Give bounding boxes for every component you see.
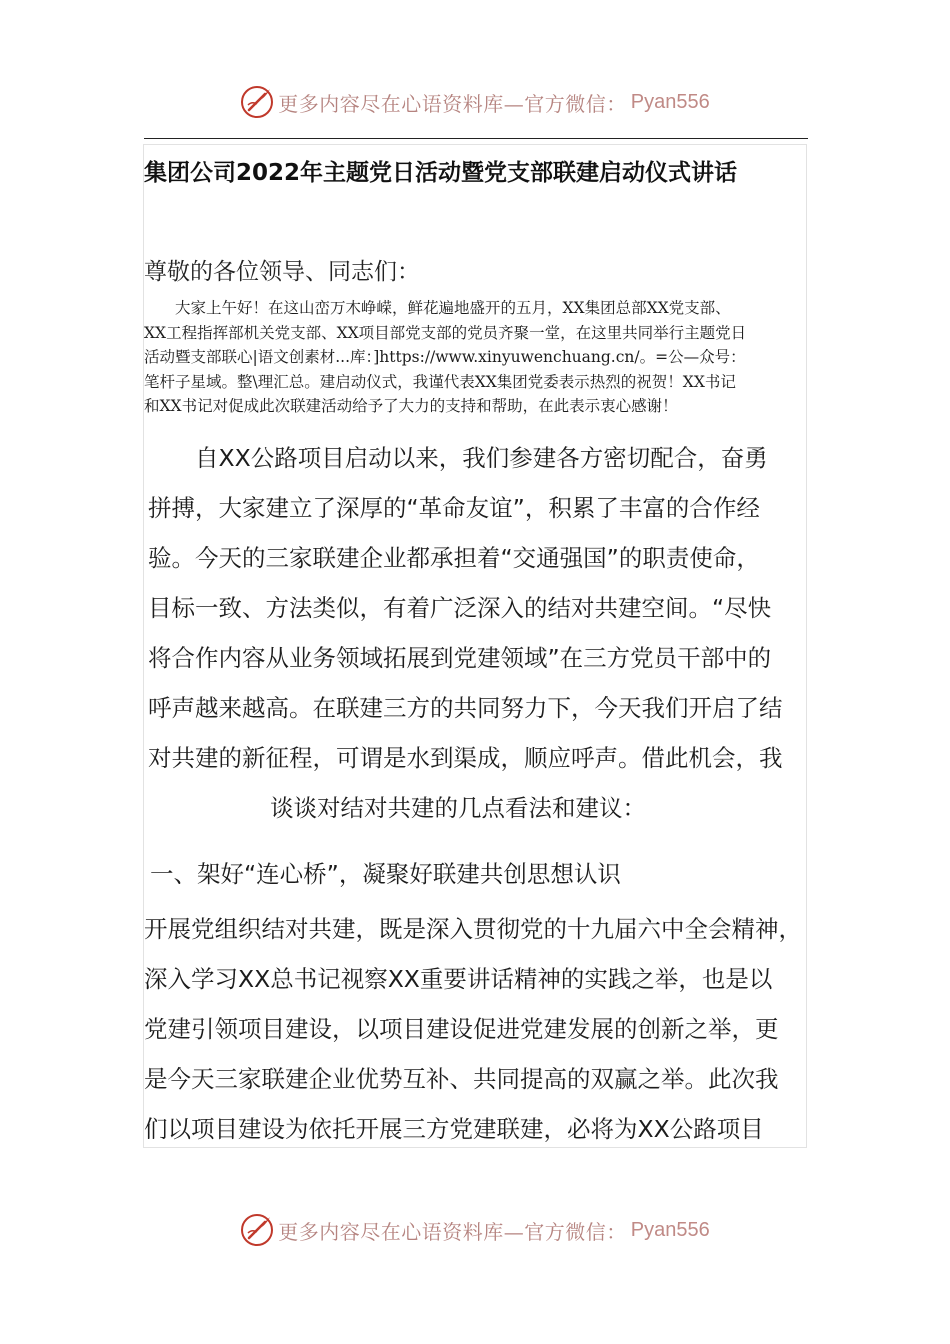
- footer-promo-text: 更多内容尽在心语资料库—官方微信：: [278, 1219, 627, 1244]
- header-promo-wechat-id: Pyan556: [630, 90, 710, 113]
- paragraph-line: 拼搏，大家建立了深厚的“革命友谊”，积累了丰富的合作经: [148, 494, 760, 522]
- opening-line: 活动暨支部联心|语文创素材...库：]https://www.xinyuwenchuang.cn/。=公—众号：: [144, 348, 746, 367]
- paragraph-line: 是今天三家联建企业优势互补、共同提高的双赢之举。此次我: [144, 1065, 779, 1093]
- paragraph-line: 目标一致、方法类似，有着广泛深入的结对共建空间。“尽快: [148, 594, 772, 622]
- paragraph-line: 对共建的新征程，可谓是水到渠成，顺应呼声。借此机会，我: [148, 744, 783, 772]
- paragraph-line: 开展党组织结对共建，既是深入贯彻党的十九届六中全会精神，: [144, 915, 802, 943]
- header-promo-text: 更多内容尽在心语资料库—官方微信：: [278, 91, 627, 116]
- footer-promo: [0, 1210, 950, 1250]
- paragraph-line: 们以项目建设为依托开展三方党建联建，必将为XX公路项目: [144, 1115, 764, 1143]
- paragraph-line: 深入学习XX总书记视察XX重要讲话精神的实践之举，也是以: [144, 965, 773, 993]
- footer-promo-wechat-id: Pyan556: [630, 1218, 710, 1241]
- body-paragraph-2: [148, 433, 808, 833]
- header-promo: [0, 82, 950, 122]
- opening-line: 大家上午好！在这山峦万木峥嵘，鲜花遍地盛开的五月，XX集团总部XX党支部、: [144, 299, 731, 317]
- opening-paragraph: [144, 296, 808, 419]
- quill-logo-icon: [240, 85, 274, 119]
- header-divider: [144, 138, 808, 139]
- paragraph-line: 呼声越来越高。在联建三方的共同努力下，今天我们开启了结: [148, 694, 783, 722]
- document-salutation: 尊敬的各位领导、同志们：: [144, 259, 420, 285]
- paragraph-line: 验。今天的三家联建企业都承担着“交通强国”的职责使命，: [148, 544, 760, 572]
- paragraph-line: 自XX公路项目启动以来，我们参建各方密切配合，奋勇: [148, 444, 768, 472]
- paragraph-line: 谈谈对结对共建的几点看法和建议：: [270, 794, 646, 822]
- body-paragraph-3: [144, 904, 808, 1154]
- section-heading-1: 一、架好“连心桥”，凝聚好联建共创思想认识: [150, 860, 621, 888]
- opening-line: 笔杆子星域。整\理汇总。建启动仪式，我谨代表XX集团党委表示热烈的祝贺！XX书记: [144, 372, 736, 391]
- opening-line: XX工程指挥部机关党支部、XX项目部党支部的党员齐聚一堂，在这里共同举行主题党日: [144, 323, 747, 342]
- opening-line: 和XX书记对促成此次联建活动给予了大力的支持和帮助，在此表示衷心感谢！: [144, 397, 678, 416]
- document-title: 集团公司2022年主题党日活动暨党支部联建启动仪式讲话: [144, 160, 738, 186]
- quill-logo-icon: [240, 1213, 274, 1247]
- paragraph-line: 党建引领项目建设，以项目建设促进党建发展的创新之举，更: [144, 1015, 779, 1043]
- paragraph-line: 将合作内容从业务领域拓展到党建领域”在三方党员干部中的: [148, 644, 772, 672]
